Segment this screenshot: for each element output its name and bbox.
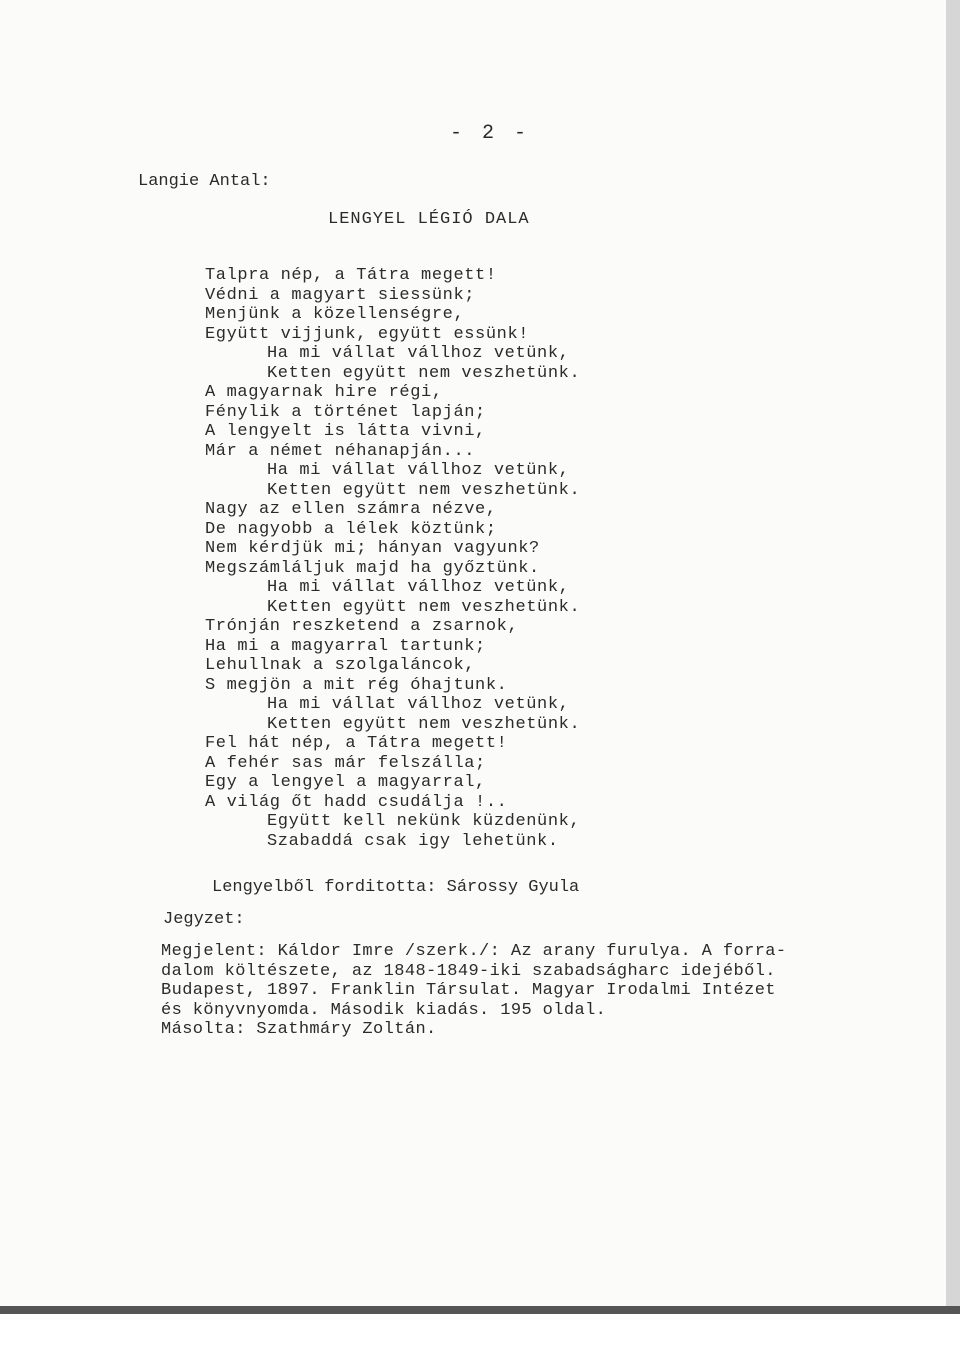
notes-line: és könyvnyomda. Második kiadás. 195 oldal. [161,1000,607,1020]
poem-body [205,266,580,851]
scan-margin [0,1314,960,1358]
scan-bottom-edge [0,1306,960,1314]
poem-line: Nem kérdjük mi; hányan vagyunk? [205,539,540,558]
poem-line: A világ őt hadd csudálja !.. [205,792,508,812]
page-number: - 2 - [450,122,531,145]
poem-line: De nagyobb a lélek köztünk; [205,519,497,539]
poem-line: A fehér sas már felszálla; [205,753,486,773]
poem-line: Lehullnak a szolgaláncok, [205,656,476,675]
poem-refrain-line: Szabaddá csak igy lehetünk. [267,831,559,851]
poem-line: Ha mi a magyarral tartunk; [205,636,486,656]
author-name: Langie Antal: [138,172,271,191]
poem-line: Fel hát nép, a Tátra megett! [205,734,508,753]
poem-refrain-line: Ketten együtt nem veszhetünk. [267,597,581,617]
poem-line: Trónján reszketend a zsarnok, [205,617,519,636]
poem-refrain-line: Ketten együtt nem veszhetünk. [267,480,581,500]
poem-line: Megszámláljuk majd ha győztünk. [205,558,540,578]
notes-line: dalom költészete, az 1848-1849-iki szabadságharc idejéből. [161,961,776,981]
poem-refrain-line: Ha mi vállat vállhoz vetünk, [267,695,570,714]
poem-line: S megjön a mit rég óhajtunk. [205,675,508,695]
poem-line: A magyarnak hire régi, [205,383,443,402]
poem-line: Nagy az ellen számra nézve, [205,500,497,519]
poem-line: Egy a lengyel a magyarral, [205,773,486,792]
poem-line: A lengyelt is látta vivni, [205,422,486,441]
poem-line: Védni a magyart siessünk; [205,285,476,305]
poem-refrain-line: Ha mi vállat vállhoz vetünk, [267,344,570,363]
page-edge-shadow [946,0,960,1312]
poem-line: Menjünk a közellenségre, [205,305,465,324]
poem-line: Talpra nép, a Tátra megett! [205,266,497,285]
poem-line: Már a német néhanapján... [205,441,476,461]
poem-line: Fénylik a történet lapján; [205,402,486,422]
poem-title: LENGYEL LÉGIÓ DALA [328,210,530,229]
notes-line: Másolta: Szathmáry Zoltán. [161,1020,437,1039]
poem-refrain-line: Ketten együtt nem veszhetünk. [267,714,581,734]
poem-refrain-line: Együtt kell nekünk küzdenünk, [267,812,581,831]
poem-refrain-line: Ha mi vállat vállhoz vetünk, [267,461,570,480]
notes-body [161,942,901,1040]
notes-line: Budapest, 1897. Franklin Társulat. Magyar Irodalmi Intézet [161,981,776,1000]
poem-refrain-line: Ketten együtt nem veszhetünk. [267,363,581,383]
poem-line: Együtt vijjunk, együtt essünk! [205,324,530,344]
notes-label: Jegyzet: [163,910,245,929]
poem-refrain-line: Ha mi vállat vállhoz vetünk, [267,578,570,597]
notes-line: Megjelent: Káldor Imre /szerk./: Az arany furulya. A forra- [161,942,787,961]
translator-credit: Lengyelből forditotta: Sárossy Gyula [212,878,580,897]
